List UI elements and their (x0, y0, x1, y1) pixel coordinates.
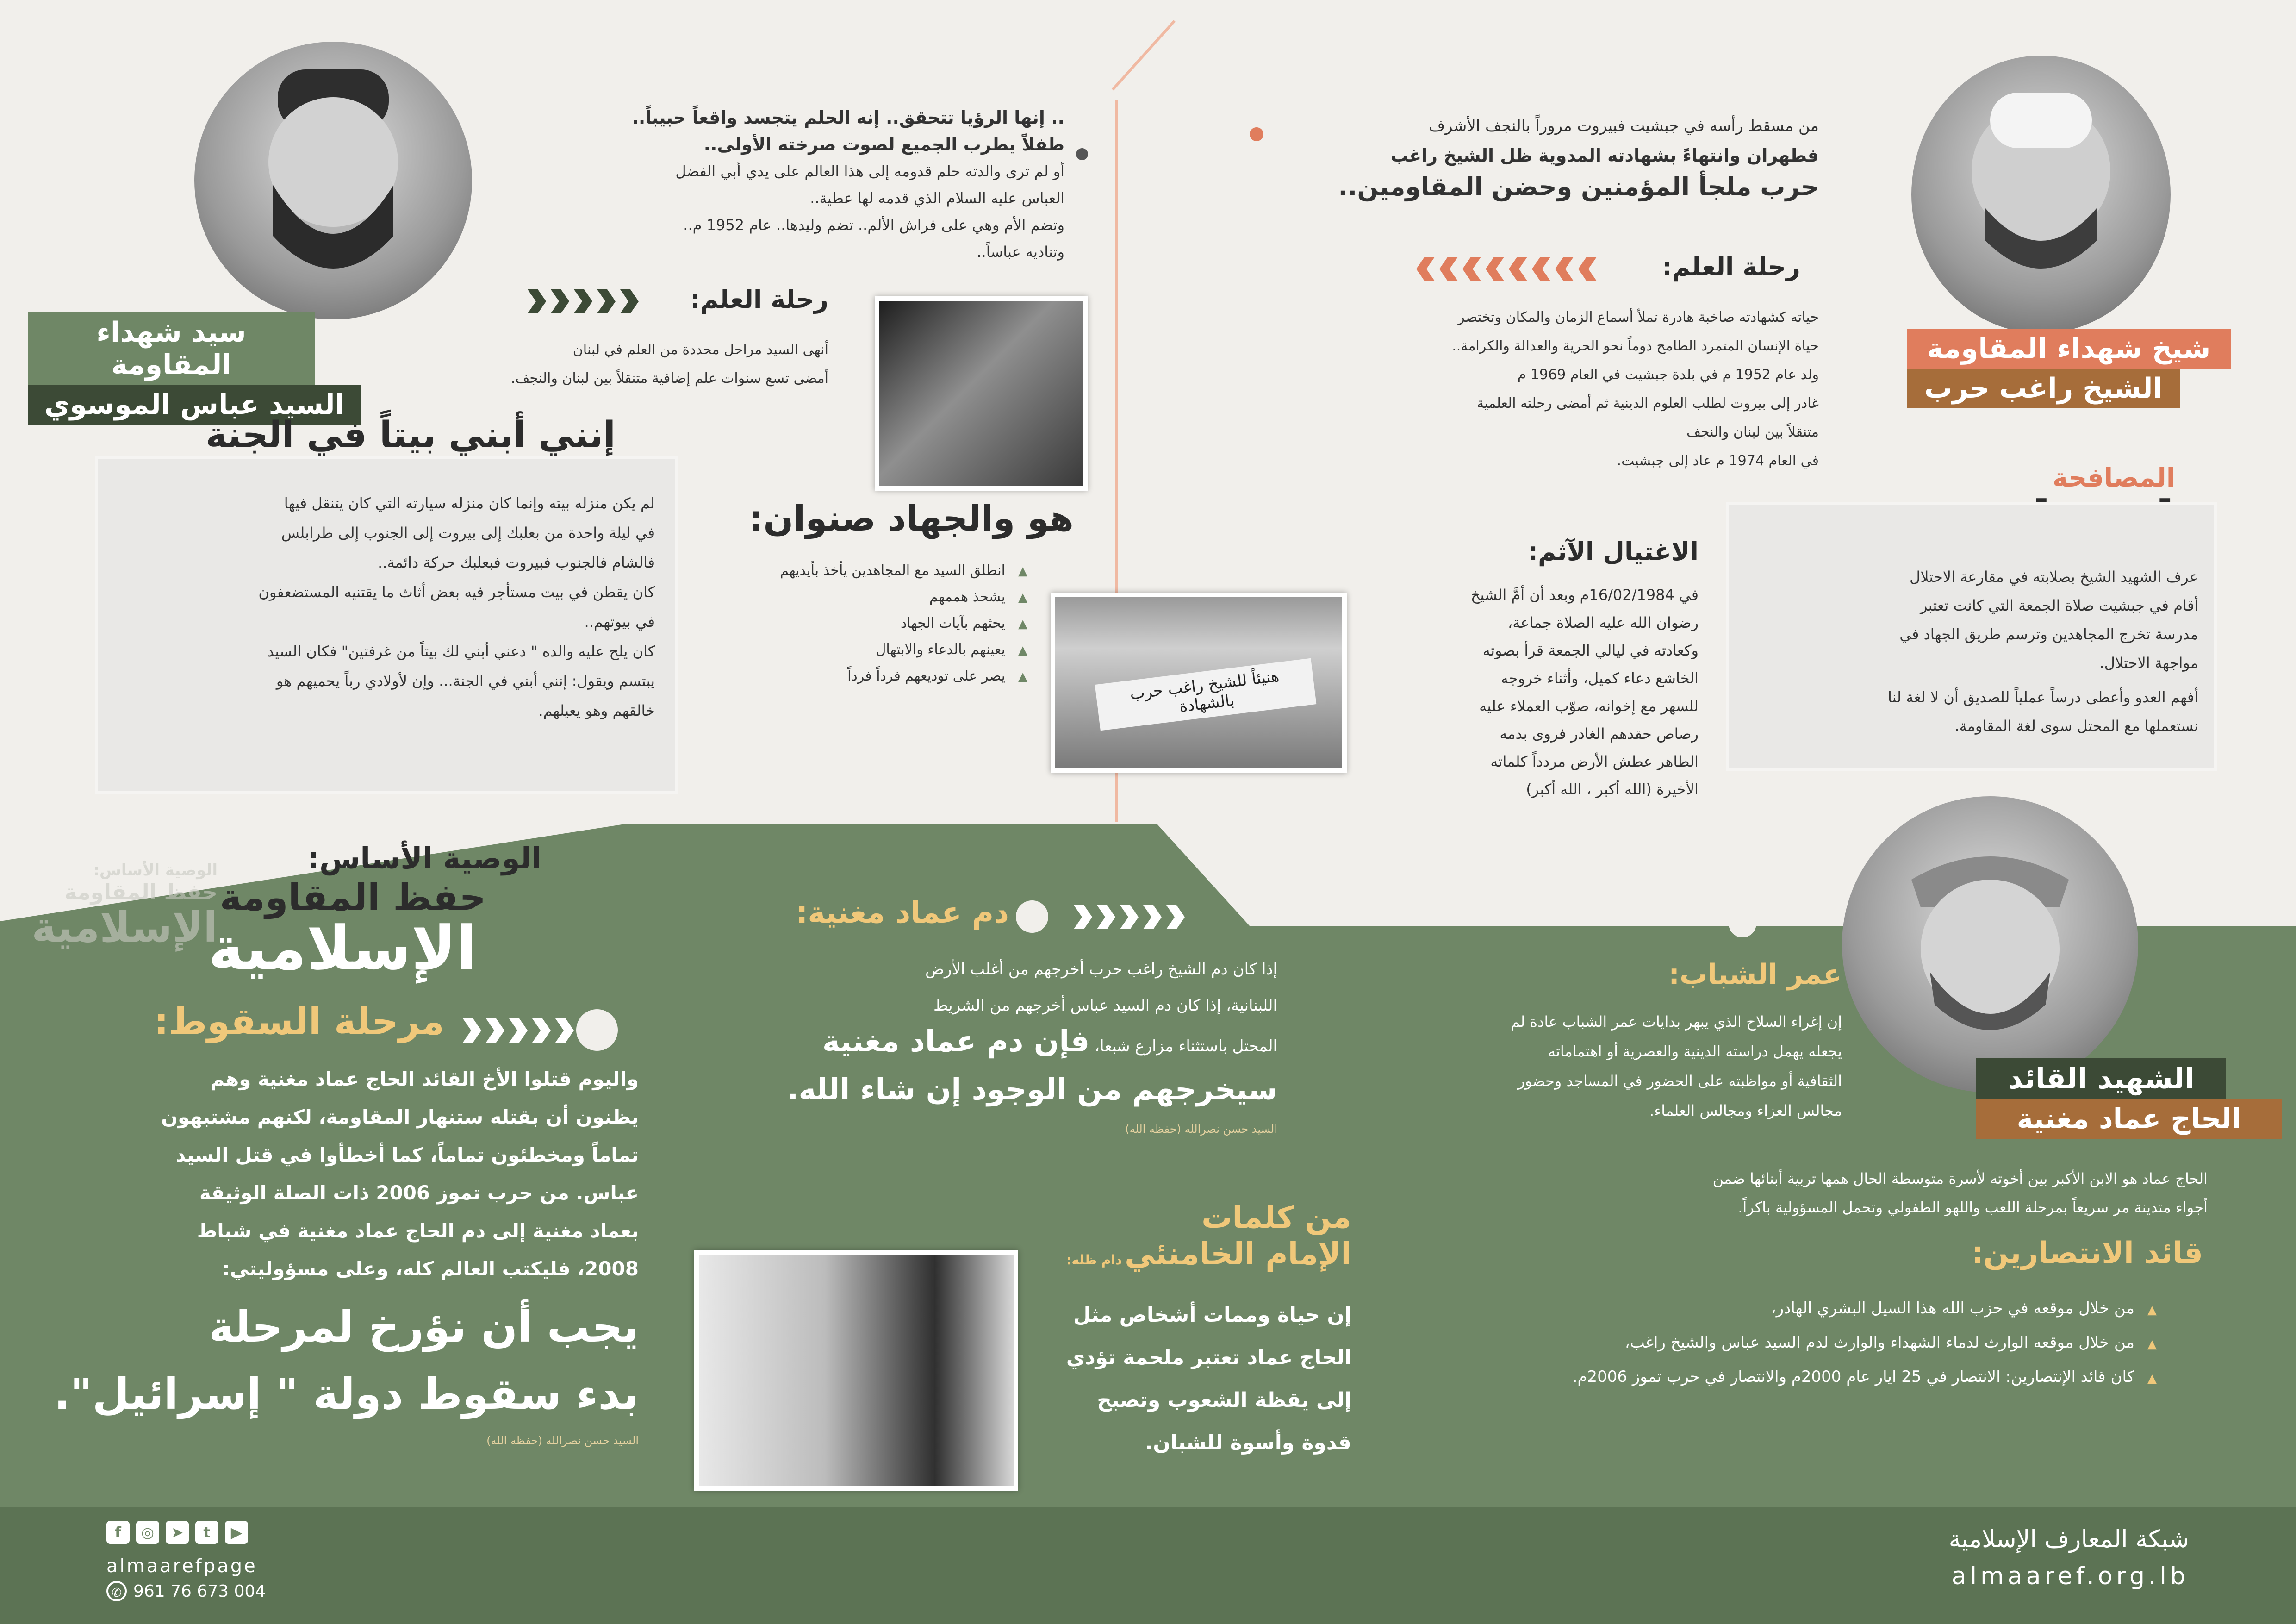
abbas-intro-dot (1076, 148, 1088, 160)
khamenei-line-2: الحاج عماد تعتبر ملحمة تؤدي (1066, 1346, 1351, 1369)
ragheb-label-line1: شيخ شهداء المقاومة (1907, 329, 2231, 369)
ragheb-intro-line3: حرب ملجأ المؤمنين وحضن المقاومين.. (1338, 172, 1819, 201)
fall-dot (576, 1009, 618, 1051)
twitter-icon[interactable]: t (195, 1521, 218, 1544)
abbas-label-line2: السيد عباس الموسوي (28, 385, 361, 425)
ragheb-portrait (1911, 56, 2171, 333)
youth-line-4: مجالس العزاء ومجالس العلماء. (1649, 1102, 1842, 1119)
handshake-line-2: أقام في جبشيت صلاة الجمعة التي كانت تعتبر (1920, 597, 2198, 614)
victory-title: قائد الانتصارين: (1971, 1236, 2203, 1270)
blood-text (676, 951, 1277, 1143)
phone-number: 961 76 673 004 (133, 1581, 266, 1601)
abbas-intro-line-6: وتناديه عباساً.. (977, 243, 1064, 261)
site-name: شبكة المعارف الإسلامية (1948, 1525, 2189, 1553)
abbas-name-box (28, 312, 361, 425)
assassination-line-3: وكعادته في ليالي الجمعة قرأ بصوته (1482, 642, 1699, 659)
will-ghost-line-3: الإسلامية (31, 903, 218, 952)
jihad-list (722, 562, 1027, 694)
whatsapp-icon: ✆ (106, 1581, 127, 1601)
abbas-journey-chevrons (528, 289, 639, 313)
site-url[interactable]: almaaref.org.lb (1951, 1562, 2189, 1590)
fall-line-2: يظنون أن بقتله ستنهار المقاومة، لكنهم مشتبهون (161, 1106, 639, 1128)
divider-line-top (1112, 20, 1176, 91)
jihad-title: هو والجهاد صنوان: (749, 498, 1074, 539)
heaven-line-4: كان يقطن في بيت مستأجر فيه بعض أثاث ما يقتنيه المستضعفون (258, 583, 655, 601)
ragheb-journey-line-3: ولد عام 1952 م في بلدة جبشيت في العام 1969 م (1517, 367, 1819, 383)
blood-line-3-wrap (676, 1024, 1277, 1064)
fall-line-6: 2008، فليكتب العالم كله، وعلى مسؤوليتي: (222, 1257, 639, 1280)
heaven-line-6: كان يلح عليه والده " دعني أبني لك بيتاً من غرفتين" فكان السيد (267, 643, 655, 660)
jihad-item-2: ▲ يشحذ هممهم (722, 589, 1027, 605)
abbas-portrait-icon (194, 42, 472, 319)
jihad-item-3: ▲ يحثهم بآيات الجهاد (722, 615, 1027, 631)
blood-dot (1016, 900, 1048, 933)
blood-title: دم عماد مغنية: (796, 896, 1009, 930)
imad-name-box (1976, 1058, 2282, 1139)
imad-family-line-2: أجواء متدينة مر سريعاً بمرحلة اللعب واللهو الطفولي وتحمل المسؤولية باكراً. (1738, 1199, 2208, 1216)
ragheb-journey-line-4: غادر إلى بيروت لطلب العلوم الدينية ثم أمضى رحلته العلمية (1477, 395, 1819, 412)
assassination-text (1365, 581, 1699, 803)
handshake-line-3: مدرسة تخرج المجاهدين وترسم طريق الجهاد في (1899, 625, 2198, 643)
fall-line-1: واليوم قتلوا الأخ القائد الحاج عماد مغنية وهم (210, 1068, 639, 1090)
youth-line-1: إن إغراء السلاح الذي يبهر بدايات عمر الشباب عادة لم (1511, 1013, 1842, 1031)
ragheb-portrait-icon (1911, 56, 2171, 333)
youth-line-3: الثقافية أو مواظبته على الحضور في المساجد وحضور (1518, 1072, 1842, 1090)
assassination-line-8: الأخيرة (الله أكبر ، الله أكبر) (1526, 781, 1699, 798)
ragheb-intro-line1: من مسقط رأسه في جبشيت فبيروت مروراً بالنجف الأشرف (1428, 117, 1819, 135)
imad-family-line-1: الحاج عماد هو الابن الأكبر بين أخوته لأسرة متوسطة الحال همها تربية أبنائها ضمن (1712, 1170, 2208, 1187)
khamenei-text (1037, 1294, 1351, 1464)
khamenei-title (1018, 1199, 1351, 1272)
khamenei-line-1: إن حياة وممات أشخاص مثل (1073, 1303, 1351, 1327)
jihad-item-1: ▲ انطلق السيد مع المجاهدين يأخذ بأيديهم (722, 562, 1027, 579)
heaven-line-3: فالشام فالجنوب فبيروت فبعلبك حركة دائمة.. (378, 554, 655, 571)
abbas-intro (528, 104, 1064, 265)
handshake-line-1: عرف الشهيد الشيخ بصلابته في مقارعة الاحتلال (1910, 568, 2198, 586)
handshake-line-5: أفهم العدو وأعطى درساً عملياً للصديق أن لا لغة لنا (1888, 688, 2198, 706)
handshake-title-small: المصافحة (2053, 463, 2175, 493)
assassination-line-4: الخاشع دعاء كميل، وأثناء خروجه (1500, 669, 1699, 687)
khamenei-photo (694, 1250, 1018, 1491)
will-title: الوصية الأساس: (307, 842, 541, 876)
will-block (60, 840, 541, 983)
victory-item-3: ▲ كان قائد الإنتصارين: الانتصار في 25 ايار عام 2000م والانتصار في حرب تموز 2006م. (1361, 1365, 2157, 1389)
abbas-intro-line-3: أو لم ترى والدته حلم قدومه إلى هذا العالم على يدي أبي الفضل (675, 162, 1064, 180)
khamenei-line-4: قدوة وأسوة للشبان. (1145, 1431, 1351, 1455)
khamenei-title-line1: من كلمات (1201, 1199, 1351, 1235)
phone-row (106, 1581, 266, 1601)
khamenei-title-suffix: دام ظله: (1066, 1252, 1122, 1268)
blood-line-1: إذا كان دم الشيخ راغب حرب أخرجهم من أغلب الأرض (925, 960, 1277, 979)
assassination-line-6: رصاص حقدهم الغادر فروى بدمه (1500, 725, 1699, 743)
handshake-line-6: نستعملها مع المحتل سوى لغة المقاومة. (1954, 717, 2198, 735)
blood-attribution: السيد حسن نصرالله (حفظه الله) (1125, 1123, 1277, 1136)
blood-big-inline: فإن دم عماد مغنية (822, 1024, 1090, 1059)
blood-line-2: اللبنانية، إذا كان دم السيد عباس أخرجهم من الشريط (933, 996, 1277, 1015)
fall-line-3: تماماً ومخطئون تماماً، كما أخطأوا في قتل السيد (175, 1143, 639, 1166)
fall-line-4: عباس. من حرب تموز 2006 ذات الصلة الوثيقة (199, 1181, 639, 1204)
abbas-intro-line-5: وتضم الأم وهي على فراش الألم.. تضم وليدها.. عام 1952 م.. (683, 216, 1064, 234)
imad-portrait (1842, 796, 2138, 1093)
jihad-item-4: ▲ يعينهم بالدعاء والابتهال (722, 642, 1027, 658)
abbas-portrait (194, 42, 472, 319)
blood-chevrons (1074, 905, 1185, 929)
fall-title: مرحلة السقوط: (154, 1000, 444, 1043)
heaven-line-8: خالقهم وهو يعيلهم. (538, 702, 655, 719)
imad-label-line2: الحاج عماد مغنية (1976, 1099, 2282, 1139)
ragheb-intro-line2: فطهران وانتهاءً بشهادته المدوية ظل الشيخ راغب (1390, 145, 1819, 166)
abbas-journey-text (417, 336, 828, 393)
imad-dot (1729, 910, 1756, 937)
will-line2: الإسلامية (208, 913, 477, 983)
khamenei-title-line2: الإمام الخامنئي (1124, 1236, 1351, 1272)
facebook-icon[interactable]: f (106, 1521, 130, 1544)
abbas-intro-line-1: .. إنها الرؤيا تتحقق.. إنه الحلم يتجسد واقعاً حبيباً.. (632, 107, 1064, 128)
blood-line-3: المحتل باستثناء مزارع شبعا، (1095, 1037, 1277, 1056)
imad-family-text (1388, 1164, 2208, 1222)
assassination-line-7: الطاهر عطش الأرض مردداً كلماته (1490, 753, 1699, 770)
victory-item-1: ▲ من خلال موقعه في حزب الله هذا السيل البشري الهادر، (1361, 1296, 2157, 1320)
will-ghost-line-1: الوصية الأساس: (93, 861, 218, 880)
blood-big-line: سيخرجهم من الوجود إن شاء الله. (787, 1073, 1277, 1107)
fall-line-5: بعماد مغنية إلى دم الحاج عماد مغنية في شباط (197, 1219, 639, 1242)
khamenei-line-3: إلى يقظة الشعوب وتصبح (1097, 1388, 1351, 1412)
funeral-banner-photo (1051, 593, 1347, 773)
ragheb-journey-chevrons (1416, 257, 1597, 281)
ragheb-journey-title: رحلة العلم: (1662, 252, 1800, 281)
handshake-line-4: مواجهة الاحتلال. (2099, 654, 2198, 672)
victory-list (1361, 1296, 2157, 1399)
fall-big-line-1: يجب أن نؤرخ لمرحلة (209, 1302, 639, 1352)
assassination-line-1: في 16/02/1984م وبعد أن أمَّ الشيخ (1470, 586, 1699, 604)
ragheb-journey-line-6: في العام 1974 م عاد إلى جبشيت. (1617, 453, 1819, 469)
ragheb-name-box (1907, 329, 2231, 408)
assassination-title: الاغتيال الآثم: (1528, 537, 1699, 566)
abbas-group-photo (875, 296, 1088, 491)
fall-attribution: السيد حسن نصرالله (حفظه الله) (486, 1434, 639, 1447)
imad-label-line1: الشهيد القائد (1976, 1058, 2226, 1099)
will-ghost-line-2: حفظ المقاومة (64, 880, 218, 905)
ragheb-journey-line-2: حياة الإنسان المتمرد الطامح دوماً نحو الحرية والعدالة والكرامة.. (1452, 338, 1819, 354)
youtube-icon[interactable]: ▶ (225, 1521, 248, 1544)
assassination-line-2: رضوان الله عليه الصلاة جماعة، (1508, 614, 1699, 631)
heaven-card (95, 456, 678, 794)
victory-item-2: ▲ من خلال موقعه الوارث لدماء الشهداء والوارث لدم السيد عباس والشيخ راغب، (1361, 1330, 2157, 1355)
ragheb-intro (1287, 111, 1819, 204)
instagram-icon[interactable]: ◎ (136, 1521, 159, 1544)
ragheb-intro-dot (1250, 127, 1263, 141)
ragheb-journey-line-1: حياته كشهادته صاخبة هادرة تملأ أسماع الزمان والمكان وتختصر (1458, 309, 1819, 325)
page-handle[interactable]: almaarefpage (106, 1555, 257, 1577)
abbas-intro-line-4: العباس عليه السلام الذي قدمه لها عطية.. (810, 189, 1064, 207)
fall-text (19, 1060, 639, 1455)
fall-big-line-2: بدء سقوط دولة " إسرائيل". (54, 1369, 639, 1419)
funeral-banner-text: هنيئاً للشيخ راغب حرب بالشهادة (1095, 658, 1317, 731)
ragheb-journey-line-5: متنقلاً بين لبنان والنجف (1686, 424, 1819, 440)
ragheb-label-line2: الشيخ راغب حرب (1907, 369, 2180, 408)
youth-text (1342, 1007, 1842, 1125)
heaven-line-5: في بيوتهم.. (584, 613, 655, 631)
abbas-label-line1: سيد شهداء المقاومة (28, 312, 315, 385)
social-icons (106, 1521, 255, 1544)
telegram-icon[interactable]: ➤ (166, 1521, 189, 1544)
youth-line-2: يجعله يهمل دراسته الدينية والعصرية أو اهتماماته (1548, 1043, 1842, 1060)
abbas-intro-line-2: طفلاً يطرب الجميع لصوت صرخته الأولى.. (703, 134, 1064, 155)
fall-chevrons (463, 1018, 574, 1043)
imad-portrait-icon (1842, 796, 2138, 1093)
ragheb-journey-text (1259, 303, 1819, 475)
heaven-line-7: يبتسم ويقول: إنني أبني في الجنة... وإن لأولادي رباً يحميهم هو (276, 672, 655, 690)
jihad-item-5: ▲ يصر على توديعهم فرداً فرداً (722, 668, 1027, 684)
heaven-line-2: في ليلة واحدة من بعلبك إلى بيروت إلى الجنوب إلى طرابلس (281, 524, 655, 542)
handshake-card (1726, 502, 2217, 771)
khamenei-title-line2-wrap (1018, 1236, 1351, 1272)
abbas-journey-line-1: أنهى السيد مراحل محددة من العلم في لبنان (572, 342, 828, 358)
youth-title: عمر الشباب: (1668, 958, 1842, 991)
abbas-journey-title: رحلة العلم: (690, 285, 828, 314)
assassination-line-5: للسهر مع إخوانه، صوّب العملاء عليه (1479, 697, 1699, 715)
will-line1: حفظ المقاومة (219, 876, 486, 919)
heaven-title: إنني أبني بيتاً في الجنة (205, 414, 616, 456)
heaven-line-1: لم يكن منزله بيته وإنما كان منزله سيارته التي كان يتنقل فيها (284, 494, 655, 512)
abbas-journey-line-2: أمضى تسع سنوات علم إضافية متنقلاً بين لبنان والنجف. (510, 370, 828, 387)
